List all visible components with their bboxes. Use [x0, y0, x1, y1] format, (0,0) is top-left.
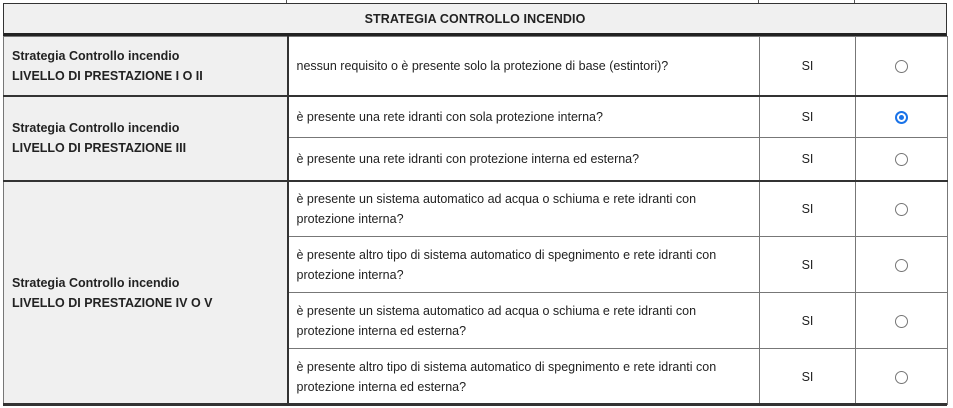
answer-radio[interactable]: [895, 60, 908, 73]
answer-label: SI: [760, 293, 856, 349]
group-label-title: Strategia Controllo incendio: [12, 275, 180, 290]
answer-radio[interactable]: [895, 315, 908, 328]
group-label-level: LIVELLO DI PRESTAZIONE I O II: [12, 68, 203, 83]
answer-label: SI: [760, 96, 856, 138]
answer-radio[interactable]: [895, 259, 908, 272]
answer-label: SI: [760, 181, 856, 237]
question-text: nessun requisito o è presente solo la protezione di base (estintori)?: [288, 37, 760, 96]
table-row: [4, 181, 948, 237]
question-text: è presente un sistema automatico ad acqua o schiuma e rete idranti con protezione interna?: [288, 181, 760, 237]
controllo-incendio-panel: [3, 0, 947, 408]
group-label-title: Strategia Controllo incendio: [12, 121, 180, 135]
answer-radio[interactable]: [895, 153, 908, 166]
table-title: STRATEGIA CONTROLLO INCENDIO: [3, 3, 947, 36]
question-text: è presente altro tipo di sistema automatico di spegnimento e rete idranti con protezione interna ed esterna?: [288, 349, 760, 405]
answer-label: SI: [760, 237, 856, 293]
answer-label: SI: [760, 138, 856, 181]
group-label-level: LIVELLO DI PRESTAZIONE III: [12, 141, 187, 155]
group-label-level: LIVELLO DI PRESTAZIONE IV O V: [12, 295, 213, 310]
question-text: è presente altro tipo di sistema automatico di spegnimento e rete idranti con protezione interna?: [288, 237, 760, 293]
question-text: è presente una rete idranti con protezione interna ed esterna?: [288, 138, 760, 181]
group-label-level-1-2: [4, 37, 288, 96]
strategy-table: [3, 36, 948, 405]
bottom-divider: [3, 403, 947, 406]
group-label-title: Strategia Controllo incendio: [12, 48, 180, 63]
answer-radio[interactable]: [895, 203, 908, 216]
answer-radio-selected[interactable]: [895, 111, 908, 124]
answer-label: SI: [760, 37, 856, 96]
question-text: è presente un sistema automatico ad acqua o schiuma e rete idranti con protezione interna ed esterna?: [288, 293, 760, 349]
group-label-level-4-5: [4, 181, 288, 405]
group-label-level-3: [4, 96, 288, 181]
answer-label: SI: [760, 349, 856, 405]
table-row: [4, 37, 948, 96]
table-row: [4, 96, 948, 138]
answer-radio[interactable]: [895, 371, 908, 384]
question-text: è presente una rete idranti con sola protezione interna?: [288, 96, 760, 138]
